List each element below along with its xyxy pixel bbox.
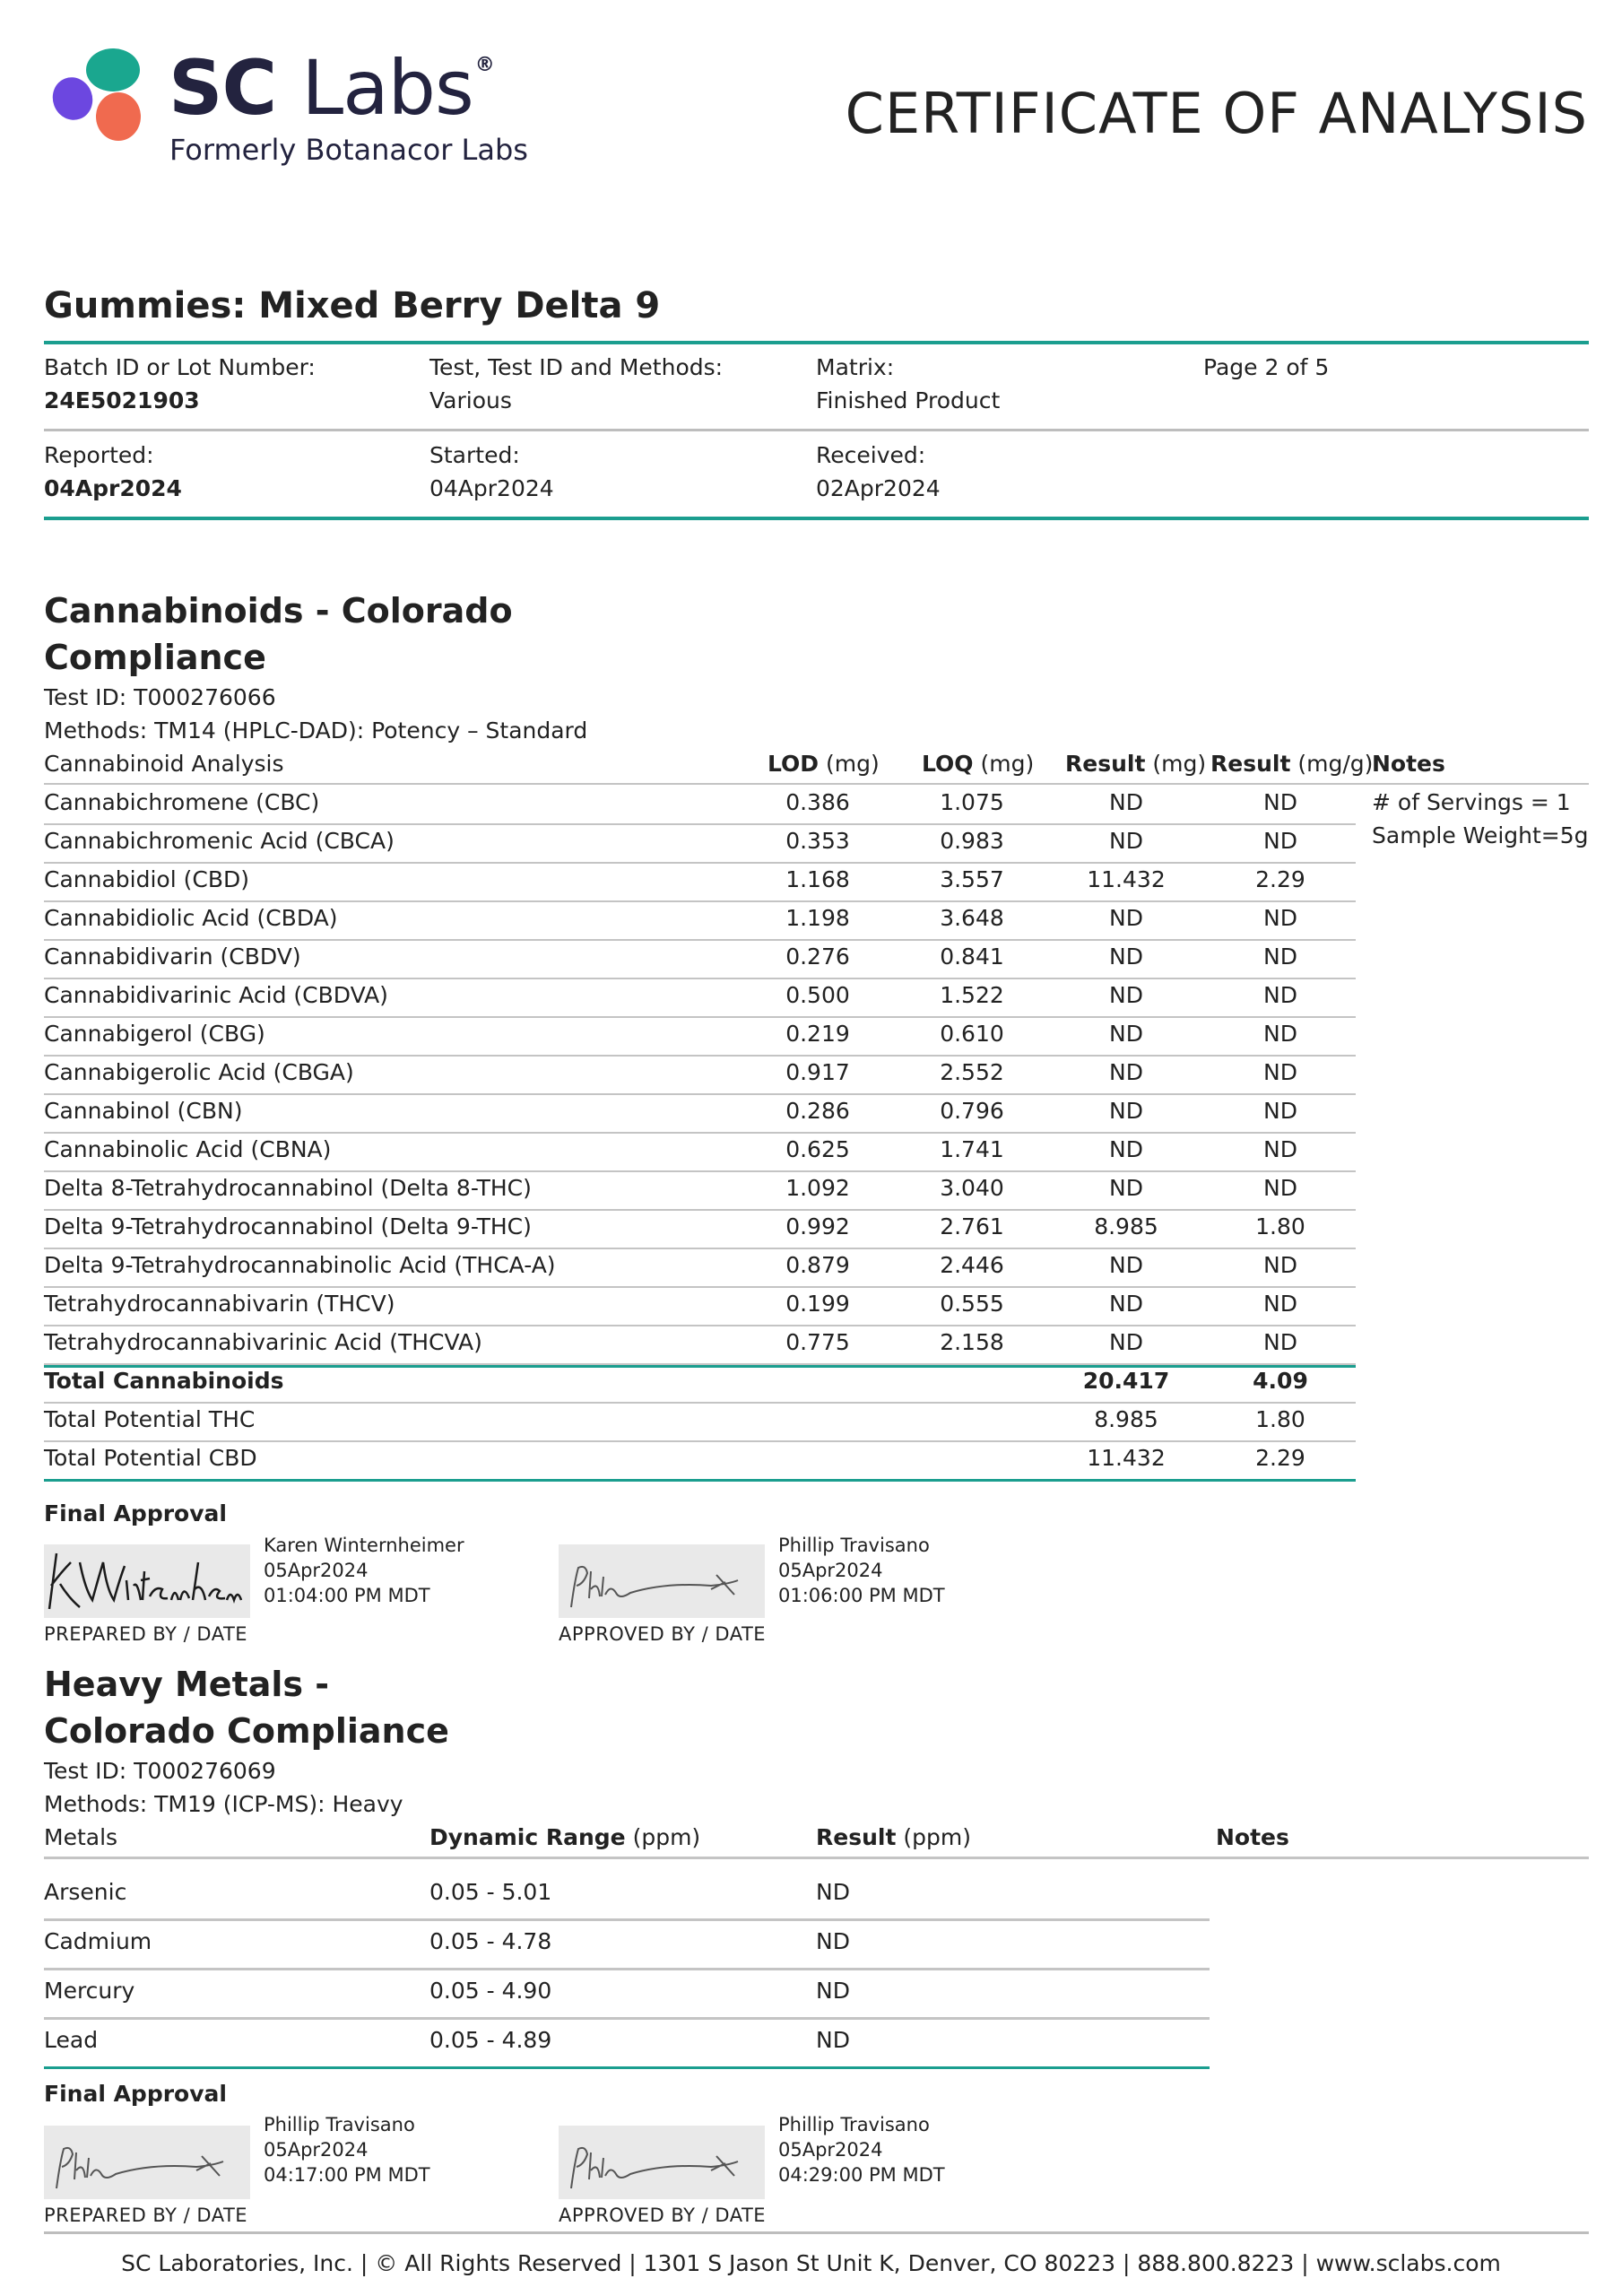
cannabinoid-name: Tetrahydrocannabivarinic Acid (THCVA): [44, 1329, 482, 1355]
brand-name: SC Labs®: [169, 44, 494, 132]
cannabinoid-loq-cell: 2.761: [940, 1213, 1004, 1239]
final-approval-title: Final Approval: [44, 1500, 227, 1526]
batch-label: Batch ID or Lot Number:: [44, 354, 316, 380]
cannabinoid-loq-cell: 2.158: [940, 1329, 1004, 1355]
cannabinoid-loq-cell: 0.983: [940, 828, 1004, 854]
cannabinoid-loq-cell: 3.648: [940, 905, 1004, 931]
document-title: CERTIFICATE OF ANALYSIS: [845, 81, 1588, 146]
cannabinoid-loq-cell: 0.555: [940, 1291, 1004, 1317]
cannabinoid-name: Cannabidiolic Acid (CBDA): [44, 905, 338, 931]
reported-value: 04Apr2024: [44, 475, 182, 501]
divider: [44, 517, 1589, 520]
cannabinoid-name: Cannabigerol (CBG): [44, 1021, 265, 1047]
cannabinoid-res-cell: ND: [1109, 1136, 1143, 1162]
cannabinoid-resg-cell: ND: [1263, 1175, 1297, 1201]
row-divider: [44, 1132, 1356, 1134]
metal-result-cell: ND: [816, 1879, 850, 1905]
reported-label: Reported:: [44, 442, 154, 468]
total-resg-cell: 4.09: [1253, 1368, 1308, 1394]
cannabinoid-lod-cell: 0.625: [785, 1136, 850, 1162]
metal-range-cell: 0.05 - 4.89: [429, 2027, 552, 2053]
cannabinoid-loq-cell: 3.040: [940, 1175, 1004, 1201]
col-header-notes: Notes: [1372, 751, 1445, 777]
row-divider: [44, 1093, 1356, 1095]
cannabinoid-resg-cell: ND: [1263, 1329, 1297, 1355]
metal-name: Lead: [44, 2027, 99, 2053]
header-rule: [44, 1857, 1589, 1859]
cannabinoid-loq-cell: 0.796: [940, 1098, 1004, 1124]
approved-by-info: Phillip Travisano 05Apr2024 04:29:00 PM MDT: [778, 2114, 945, 2186]
cannabinoid-loq-cell: 1.741: [940, 1136, 1004, 1162]
metals-section-title: Heavy Metals - Colorado Compliance: [44, 1665, 449, 1751]
cannabinoid-lod-cell: 0.353: [785, 828, 850, 854]
cannabinoid-name: Cannabinolic Acid (CBNA): [44, 1136, 332, 1162]
cannabinoid-lod-cell: 1.198: [785, 905, 850, 931]
row-divider: [44, 1248, 1356, 1249]
approved-by-caption: APPROVED BY / DATE: [559, 2205, 767, 2226]
product-title: Gummies: Mixed Berry Delta 9: [44, 285, 661, 326]
row-divider: [44, 2066, 1210, 2069]
signature-image: [559, 1544, 765, 1618]
cannabinoid-lod-cell: 0.286: [785, 1098, 850, 1124]
cannabinoid-resg-cell: ND: [1263, 1136, 1297, 1162]
col-header-loq: LOQ (mg): [922, 751, 1035, 777]
metal-range-cell: 0.05 - 4.78: [429, 1928, 552, 1954]
prepared-by-info: Karen Winternheimer 05Apr2024 01:04:00 PM MDT: [264, 1535, 464, 1606]
cannabinoid-res-cell: ND: [1109, 1175, 1143, 1201]
received-value: 02Apr2024: [816, 475, 941, 501]
total-resg-cell: 2.29: [1255, 1445, 1305, 1471]
cannabinoid-res-cell: 8.985: [1094, 1213, 1158, 1239]
cannabinoid-lod-cell: 0.879: [785, 1252, 850, 1278]
started-value: 04Apr2024: [429, 475, 554, 501]
cannabinoid-resg-cell: ND: [1263, 828, 1297, 854]
col-header-result-mg: Result (mg): [1065, 751, 1207, 777]
cannabinoid-lod-cell: 1.168: [785, 866, 850, 892]
row-divider: [44, 1440, 1356, 1442]
final-approval-title: Final Approval: [44, 2081, 227, 2107]
approved-by-info: Phillip Travisano 05Apr2024 01:06:00 PM MDT: [778, 1535, 945, 1606]
notes-sample-weight: Sample Weight=5g: [1372, 822, 1589, 848]
cannabinoid-resg-cell: 2.29: [1255, 866, 1305, 892]
cannabinoid-lod-cell: 0.386: [785, 789, 850, 815]
cannabinoid-lod-cell: 1.092: [785, 1175, 850, 1201]
test-value: Various: [429, 387, 512, 413]
cannabinoid-res-cell: ND: [1109, 1252, 1143, 1278]
signature-image: [44, 2126, 250, 2199]
signature-image: [559, 2126, 765, 2199]
cannabinoid-resg-cell: 1.80: [1255, 1213, 1305, 1239]
received-label: Received:: [816, 442, 926, 468]
metal-name: Cadmium: [44, 1928, 152, 1954]
total-resg-cell: 1.80: [1255, 1406, 1305, 1432]
cannabinoid-lod-cell: 0.276: [785, 944, 850, 970]
cannabinoid-loq-cell: 1.522: [940, 982, 1004, 1008]
cannabinoid-name: Cannabidivarin (CBDV): [44, 944, 301, 970]
total-res-cell: 20.417: [1082, 1368, 1170, 1394]
cannabinoid-name: Delta 9-Tetrahydrocannabinolic Acid (THCA-A): [44, 1252, 556, 1278]
cannabinoids-methods: Methods: TM14 (HPLC-DAD): Potency – Standard: [44, 718, 588, 744]
col-header-result-mgg: Result (mg/g): [1210, 751, 1374, 777]
cannabinoid-resg-cell: ND: [1263, 905, 1297, 931]
cannabinoid-resg-cell: ND: [1263, 982, 1297, 1008]
cannabinoid-name: Cannabinol (CBN): [44, 1098, 243, 1124]
cannabinoid-loq-cell: 3.557: [940, 866, 1004, 892]
total-label: Total Potential THC: [44, 1406, 256, 1432]
col-header-lod: LOD (mg): [768, 751, 880, 777]
total-res-cell: 8.985: [1094, 1406, 1158, 1432]
total-res-cell: 11.432: [1087, 1445, 1166, 1471]
brand-subtitle: Formerly Botanacor Labs: [169, 133, 528, 167]
prepared-by-caption: PREPARED BY / DATE: [44, 2205, 248, 2226]
footer-text: SC Laboratories, Inc. | © All Rights Reserved | 1301 S Jason St Unit K, Denver, CO 80223 | 888.800.8223 | www.sclabs.com: [121, 2250, 1501, 2276]
cannabinoid-resg-cell: ND: [1263, 789, 1297, 815]
cannabinoid-res-cell: ND: [1109, 944, 1143, 970]
col-header-dynamic-range: Dynamic Range (ppm): [429, 1824, 701, 1850]
cannabinoid-res-cell: ND: [1109, 1291, 1143, 1317]
cannabinoid-res-cell: ND: [1109, 1329, 1143, 1355]
cannabinoid-lod-cell: 0.500: [785, 982, 850, 1008]
cannabinoid-lod-cell: 0.775: [785, 1329, 850, 1355]
total-label: Total Potential CBD: [44, 1445, 257, 1471]
cannabinoid-resg-cell: ND: [1263, 1021, 1297, 1047]
row-divider: [44, 1918, 1210, 1921]
cannabinoid-loq-cell: 0.610: [940, 1021, 1004, 1047]
test-label: Test, Test ID and Methods:: [429, 354, 724, 380]
cannabinoid-loq-cell: 1.075: [940, 789, 1004, 815]
page-number: Page 2 of 5: [1203, 354, 1330, 380]
row-divider: [44, 1968, 1210, 1970]
sc-labs-logo-icon: [43, 43, 151, 151]
cannabinoid-loq-cell: 0.841: [940, 944, 1004, 970]
row-divider: [44, 823, 1356, 825]
metal-result-cell: ND: [816, 1978, 850, 2004]
metal-range-cell: 0.05 - 5.01: [429, 1879, 552, 1905]
cannabinoid-res-cell: ND: [1109, 1021, 1143, 1047]
cannabinoid-lod-cell: 0.199: [785, 1291, 850, 1317]
metal-name: Arsenic: [44, 1879, 127, 1905]
cannabinoid-name: Cannabichromene (CBC): [44, 789, 320, 815]
prepared-by-info: Phillip Travisano 05Apr2024 04:17:00 PM MDT: [264, 2114, 430, 2186]
row-divider: [44, 1286, 1356, 1288]
divider: [44, 341, 1589, 344]
metals-test-id: Test ID: T000276069: [44, 1758, 276, 1784]
metal-name: Mercury: [44, 1978, 135, 2004]
row-divider: [44, 978, 1356, 979]
cannabinoid-name: Tetrahydrocannabivarin (THCV): [44, 1291, 395, 1317]
cannabinoid-resg-cell: ND: [1263, 1291, 1297, 1317]
col-header-metals: Metals: [44, 1824, 118, 1850]
cannabinoid-name: Cannabigerolic Acid (CBGA): [44, 1059, 354, 1085]
notes-servings: # of Servings = 1: [1372, 789, 1571, 815]
cannabinoid-lod-cell: 0.219: [785, 1021, 850, 1047]
cannabinoid-res-cell: ND: [1109, 1059, 1143, 1085]
metals-methods: Methods: TM19 (ICP-MS): Heavy: [44, 1791, 403, 1817]
cannabinoid-res-cell: 11.432: [1087, 866, 1166, 892]
metal-result-cell: ND: [816, 1928, 850, 1954]
cannabinoid-name: Cannabidiol (CBD): [44, 866, 249, 892]
row-divider: [44, 862, 1356, 864]
cannabinoid-name: Delta 9-Tetrahydrocannabinol (Delta 9-THC): [44, 1213, 532, 1239]
cannabinoid-resg-cell: ND: [1263, 944, 1297, 970]
metal-range-cell: 0.05 - 4.90: [429, 1978, 552, 2004]
cannabinoid-res-cell: ND: [1109, 905, 1143, 931]
col-header-analysis: Cannabinoid Analysis: [44, 751, 284, 777]
col-header-metal-result: Result (ppm): [816, 1824, 971, 1850]
signature-image: [44, 1544, 250, 1618]
matrix-value: Finished Product: [816, 387, 1001, 413]
approved-by-caption: APPROVED BY / DATE: [559, 1623, 767, 1645]
row-divider: [44, 1016, 1356, 1018]
cannabinoid-res-cell: ND: [1109, 1098, 1143, 1124]
cannabinoids-test-id: Test ID: T000276066: [44, 684, 276, 710]
row-divider: [44, 1325, 1356, 1326]
cannabinoid-resg-cell: ND: [1263, 1252, 1297, 1278]
row-divider: [44, 1209, 1356, 1211]
footer-rule: [44, 2231, 1589, 2234]
cannabinoid-loq-cell: 2.552: [940, 1059, 1004, 1085]
cannabinoid-name: Cannabichromenic Acid (CBCA): [44, 828, 395, 854]
cannabinoids-section-title: Cannabinoids - Colorado Compliance: [44, 591, 513, 677]
cannabinoid-res-cell: ND: [1109, 789, 1143, 815]
row-divider: [44, 939, 1356, 941]
cannabinoid-res-cell: ND: [1109, 982, 1143, 1008]
row-divider: [44, 1479, 1356, 1482]
cannabinoid-lod-cell: 0.917: [785, 1059, 850, 1085]
total-label: Total Cannabinoids: [44, 1368, 284, 1394]
row-divider: [44, 1170, 1356, 1172]
row-divider: [44, 1402, 1356, 1404]
cannabinoid-resg-cell: ND: [1263, 1098, 1297, 1124]
row-divider: [44, 2017, 1210, 2020]
row-divider: [44, 1055, 1356, 1057]
header-rule: [44, 783, 1589, 785]
cannabinoid-res-cell: ND: [1109, 828, 1143, 854]
col-header-metal-notes: Notes: [1216, 1824, 1289, 1850]
cannabinoid-resg-cell: ND: [1263, 1059, 1297, 1085]
matrix-label: Matrix:: [816, 354, 895, 380]
cannabinoid-name: Delta 8-Tetrahydrocannabinol (Delta 8-THC): [44, 1175, 532, 1201]
batch-value: 24E5021903: [44, 387, 200, 413]
cannabinoid-name: Cannabidivarinic Acid (CBDVA): [44, 982, 388, 1008]
divider: [44, 429, 1589, 431]
prepared-by-caption: PREPARED BY / DATE: [44, 1623, 248, 1645]
row-divider: [44, 900, 1356, 902]
cannabinoid-lod-cell: 0.992: [785, 1213, 850, 1239]
started-label: Started:: [429, 442, 520, 468]
metal-result-cell: ND: [816, 2027, 850, 2053]
cannabinoid-loq-cell: 2.446: [940, 1252, 1004, 1278]
